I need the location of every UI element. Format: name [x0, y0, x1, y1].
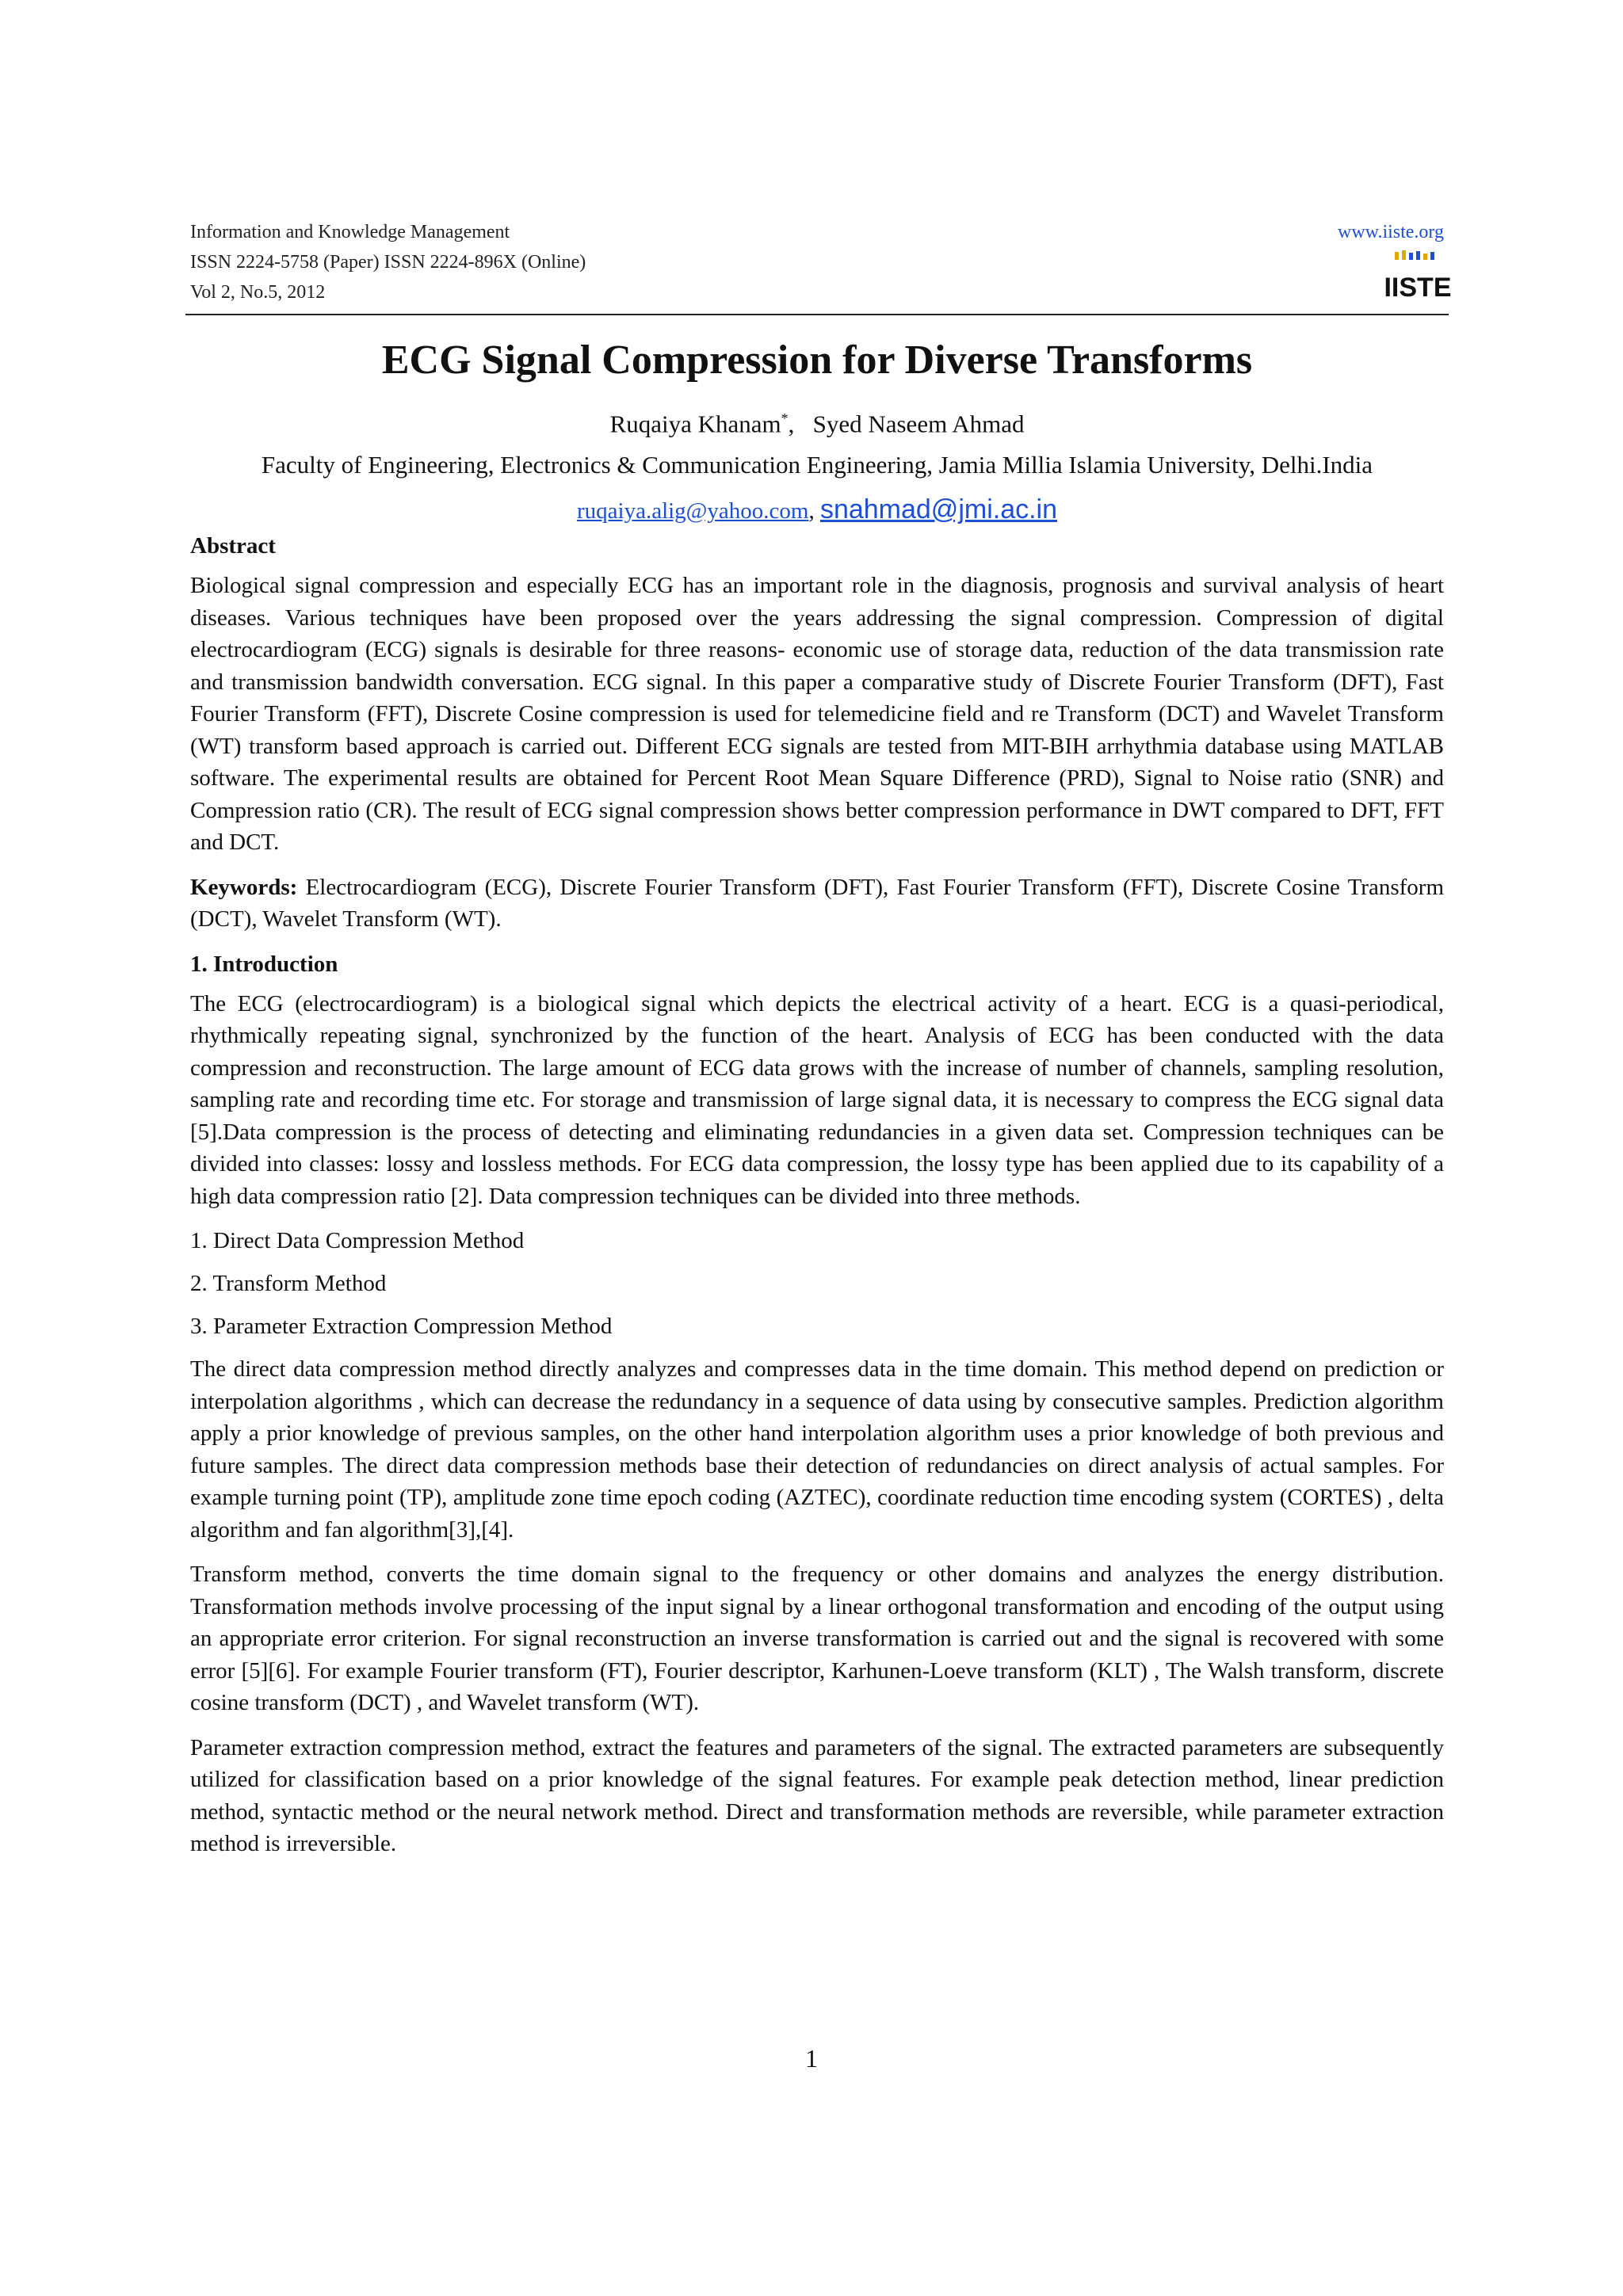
- author-separator: ,: [788, 410, 795, 438]
- author-emails: [190, 492, 1444, 528]
- iiste-logo-icon: [1384, 250, 1452, 303]
- journal-volume: Vol 2, No.5, 2012: [190, 282, 326, 303]
- intro-paragraph-4: Parameter extraction compression method, extract the features and parameters of the signal. The extracted parameters are subsequently utilized for classification based on a prior knowledge of the signal features. For example peak detection method, linear prediction method, syntactic method or the neural network method. Direct and transformation methods are reversible, while parameter extraction method is irreversible.: [190, 1734, 1444, 1857]
- email-separator: ,: [808, 498, 815, 524]
- abstract-text: Biological signal compression and especially ECG has an important role in the diagnosis, prognosis and survival analysis of heart diseases. Various techniques have been proposed over the years addressing the signal compression. Compression of digital electrocardiogram (ECG) signals is desirable for three reasons- economic use of storage data, reduction of the data transmission rate and transmission bandwidth conversation. ECG signal. In this paper a comparative study of Discrete Fourier Transform (DFT), Fast Fourier Transform (FFT), Discrete Cosine compression is used for telemedicine field and re Transform (DCT) and Wavelet Transform (WT) transform based approach is carried out. Different ECG signals are tested from MIT-BIH arrhythmia database using MATLAB software. The experimental results are obtained for Percent Root Mean Square Difference (PRD), Signal to Noise ratio (SNR) and Compression ratio (CR). The result of ECG signal compression shows better compression performance in DWT compared to DFT, FFT and DCT.: [190, 573, 1444, 856]
- corresponding-author-mark: *: [781, 410, 789, 426]
- introduction-heading: 1. Introduction: [190, 951, 338, 977]
- page-number: 1: [805, 2044, 818, 2073]
- header-rule: [185, 314, 1449, 315]
- intro-paragraph-1: The ECG (electrocardiogram) is a biological signal which depicts the electrical activity of a heart. ECG is a quasi-periodical, rhythmically repeating signal, synchronized by the function of the heart. Analysis of ECG has been conducted with the data compression and reconstruction. The large amount of ECG data grows with the increase of number of channels, sampling resolution, sampling rate and recording time etc. For storage and transmission of large signal data, it is necessary to compress the ECG signal data [5].Data compression is the process of detecting and eliminating redundancies in a given data set. Compression techniques can be divided into classes: lossy and lossless methods. For ECG data compression, the lossy type has been applied due to its capability of a high data compression ratio [2]. Data compression techniques can be divided into three methods.: [190, 990, 1444, 1209]
- journal-name: Information and Knowledge Management: [190, 222, 510, 242]
- journal-website-link[interactable]: www.iiste.org: [1338, 222, 1444, 242]
- list-item: 3. Parameter Extraction Compression Method: [190, 1314, 613, 1340]
- keywords-text: Electrocardiogram (ECG), Discrete Fourier Transform (DFT), Fast Fourier Transform (FFT), Discrete Cosine Transform (DCT), Wavelet Transform (WT).: [190, 874, 1444, 933]
- list-item: 2. Transform Method: [190, 1271, 387, 1297]
- intro-paragraph-3: Transform method, converts the time domain signal to the frequency or other domains and analyzes the energy distribution. Transformation methods involve processing of the input signal by a linear orthogonal transformation and encoding of the output using an appropriate error criterion. For signal reconstruction an inverse transformation is carried out and the signal is recovered with some error [5][6]. For example Fourier transform (FT), Fourier descriptor, Karhunen-Loeve transform (KLT) , The Walsh transform, discrete cosine transform (DCT) , and Wavelet transform (WT).: [190, 1562, 1444, 1716]
- author-2: Syed Naseem Ahmad: [812, 410, 1025, 438]
- intro-paragraph-2: The direct data compression method directly analyzes and compresses data in the time domain. This method depend on prediction or interpolation algorithms , which can decrease the redundancy in a sequence of data using by consecutive samples. Prediction algorithm apply a prior knowledge of previous samples, on the other hand interpolation algorithm uses a prior knowledge of both previous and future samples. The direct data compression methods base their detection of redundancies on direct analysis of actual samples. For example turning point (TP), amplitude zone time epoch coding (AZTEC), coordinate reduction time encoding system (CORTES) , delta algorithm and fan algorithm[3],[4].: [190, 1356, 1444, 1543]
- paper-title: ECG Signal Compression for Diverse Transforms: [381, 338, 1253, 383]
- logo-text: IISTE: [1384, 273, 1452, 303]
- paper-page: [190, 212, 1452, 1873]
- author-1: Ruqaiya Khanam: [609, 410, 781, 438]
- affiliation: Faculty of Engineering, Electronics & Communication Engineering, Jamia Millia Islamia University, Delhi.India: [261, 451, 1373, 479]
- email-link-1[interactable]: ruqaiya.alig@yahoo.com: [576, 498, 809, 524]
- keywords: [190, 871, 1444, 936]
- journal-header: [190, 212, 1452, 307]
- journal-issn: ISSN 2224-5758 (Paper) ISSN 2224-896X (Online): [190, 252, 586, 273]
- journal-branding: [1338, 217, 1452, 312]
- author-line: [190, 402, 1444, 440]
- email-link-2[interactable]: snahmad@jmi.ac.in: [819, 494, 1058, 525]
- keywords-label: Keywords:: [190, 874, 298, 900]
- journal-info: [190, 217, 586, 307]
- list-item: 1. Direct Data Compression Method: [190, 1228, 525, 1254]
- abstract-heading: Abstract: [190, 533, 276, 559]
